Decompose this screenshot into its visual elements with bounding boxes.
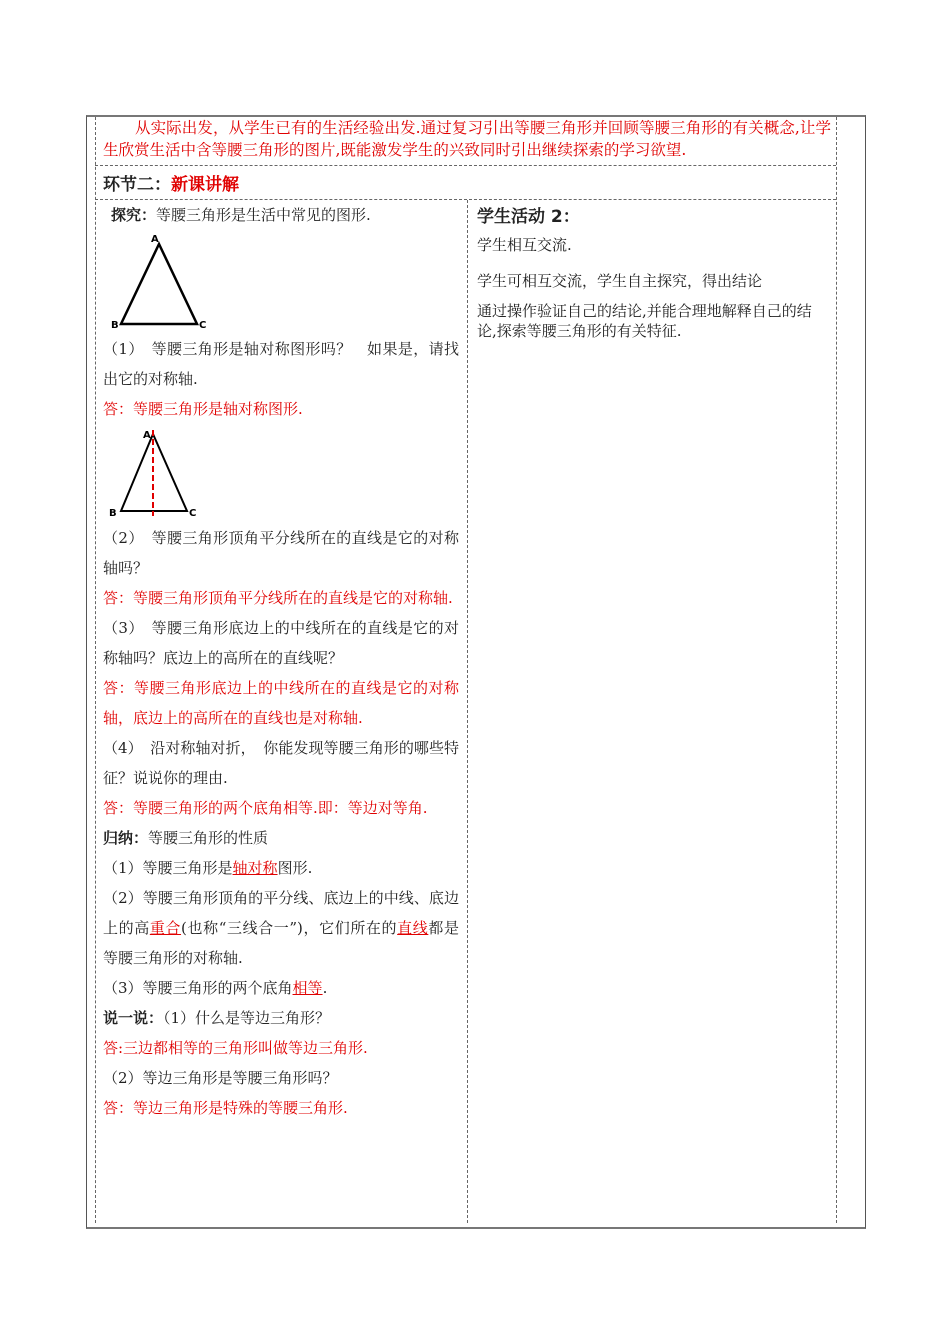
section-title: 新课讲解 bbox=[171, 175, 239, 195]
explore-label: 探究： bbox=[111, 206, 157, 224]
property-text: （3）等腰三角形的两个底角 bbox=[103, 979, 293, 997]
row-divider bbox=[95, 165, 836, 166]
table-border-right bbox=[836, 117, 837, 1223]
vertex-a-label: A bbox=[143, 430, 151, 441]
student-column bbox=[477, 202, 829, 351]
student-activity-text: 学生相互交流. bbox=[477, 236, 572, 254]
property-text: （1）等腰三角形是 bbox=[103, 859, 233, 877]
vertex-a-label: A bbox=[151, 234, 159, 245]
say-answer-2: 答：等边三角形是特殊的等腰三角形. bbox=[103, 1099, 348, 1117]
summary-text: 等腰三角形的性质 bbox=[148, 829, 269, 847]
student-activity-text: 通过操作验证自己的结论,并能合理地解释自己的结论,探索等腰三角形的有关特征. bbox=[477, 302, 812, 340]
fill-blank: 重合 bbox=[149, 919, 182, 937]
answer-4: 答：等腰三角形的两个底角相等.即：等边对等角. bbox=[103, 799, 428, 817]
say-question-1: （1）什么是等边三角形？ bbox=[163, 1009, 331, 1027]
fill-blank: 直线 bbox=[397, 919, 429, 937]
property-text: 都是等腰三角形的对称轴. bbox=[103, 919, 459, 967]
explore-text: 等腰三角形是生活中常见的图形. bbox=[156, 206, 371, 224]
vertex-c-label: C bbox=[189, 508, 197, 519]
question-1: （1） 等腰三角形是轴对称图形吗？ 如果是，请找出它的对称轴. bbox=[103, 340, 459, 388]
question-3: （3） 等腰三角形底边上的中线所在的直线是它的对称轴吗？底边上的高所在的直线呢？ bbox=[103, 619, 459, 667]
vertex-c-label: C bbox=[199, 320, 207, 331]
answer-3: 答：等腰三角形底边上的中线所在的直线是它的对称轴，底边上的高所在的直线也是对称轴. bbox=[103, 679, 459, 727]
section-heading bbox=[103, 170, 239, 195]
table-border-left bbox=[95, 117, 96, 1223]
column-divider bbox=[467, 200, 468, 1223]
student-activity-title: 学生活动 2： bbox=[477, 207, 580, 227]
vertex-b-label: B bbox=[111, 320, 119, 331]
property-3 bbox=[103, 973, 459, 1003]
teacher-column bbox=[103, 200, 459, 1123]
property-1 bbox=[103, 853, 459, 883]
summary-label: 归纳： bbox=[103, 829, 149, 847]
say-answer-1: 答:三边都相等的三角形叫做等边三角形. bbox=[103, 1039, 368, 1057]
say-question-2: （2）等边三角形是等腰三角形吗？ bbox=[103, 1069, 338, 1087]
property-text: 图形. bbox=[277, 859, 313, 877]
property-text: （2）等腰三角形顶角的平分线、底边上的中线、底边上的高 bbox=[103, 889, 459, 937]
say-label: 说一说： bbox=[103, 1009, 164, 1027]
fill-blank: 相等 bbox=[292, 979, 323, 997]
vertex-b-label: B bbox=[109, 508, 117, 519]
answer-2: 答：等腰三角形顶角平分线所在的直线是它的对称轴. bbox=[103, 589, 453, 607]
question-2: （2） 等腰三角形顶角平分线所在的直线是它的对称轴吗？ bbox=[103, 529, 459, 577]
triangle-abc-figure bbox=[107, 232, 217, 332]
intro-text: 从实际出发，从学生已有的生活经验出发.通过复习引出等腰三角形并回顾等腰三角形的有关概念,让学生欣赏生活中含等腰三角形的图片,既能激发学生的兴致同时引出继续探索的学习欲望. bbox=[103, 119, 831, 159]
student-activity-text: 学生可相互交流，学生自主探究，得出结论 bbox=[477, 272, 763, 290]
property-2 bbox=[103, 883, 459, 973]
property-text: (也称“三线合一”)，它们所在的 bbox=[181, 919, 398, 937]
section-label: 环节二： bbox=[103, 175, 171, 195]
answer-1: 答：等腰三角形是轴对称图形. bbox=[103, 400, 303, 418]
question-4: （4） 沿对称轴对折， 你能发现等腰三角形的哪些特征？说说你的理由. bbox=[103, 739, 459, 787]
triangle-axis-figure bbox=[107, 426, 207, 521]
property-text: . bbox=[322, 979, 328, 997]
fill-blank: 轴对称 bbox=[232, 859, 278, 877]
